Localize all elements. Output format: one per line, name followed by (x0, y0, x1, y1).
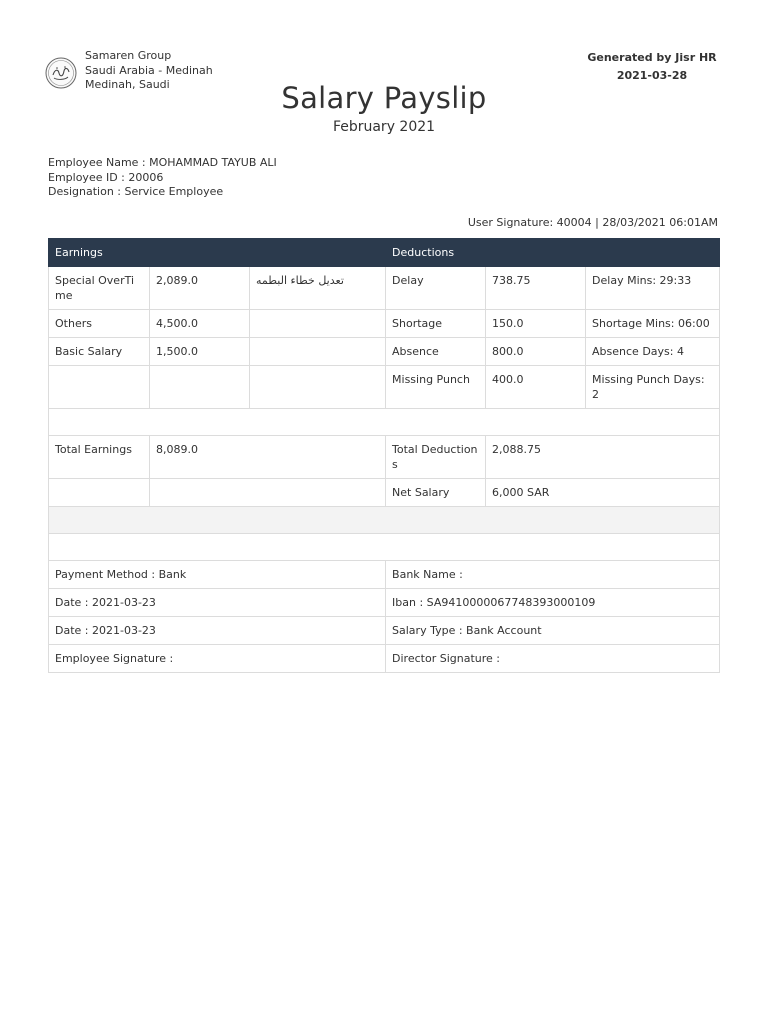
spacer-cell (49, 534, 720, 561)
totals-row (49, 436, 720, 479)
date-type-row (49, 617, 720, 645)
bank-name: Bank Name : (386, 561, 720, 589)
company-city: Medinah, Saudi (85, 78, 170, 91)
earning-label: Special OverTime (49, 267, 150, 310)
salary-date: Date : 2021-03-23 (49, 617, 386, 645)
earning-label: Others (49, 310, 150, 338)
iban: Iban : SA9410000067748393000109 (386, 589, 720, 617)
deduction-label: Shortage (386, 310, 486, 338)
payment-method: Payment Method : Bank (49, 561, 386, 589)
table-header-row (49, 239, 720, 267)
company-name: Samaren Group (85, 49, 172, 62)
spacer-cell (49, 507, 720, 534)
earning-note: تعديل خطاء البطمه (250, 267, 386, 310)
total-earnings-label: Total Earnings (49, 436, 150, 479)
employee-signature: Employee Signature : (49, 645, 386, 673)
deduction-label: Delay (386, 267, 486, 310)
signature-row (49, 645, 720, 673)
spacer-row (49, 409, 720, 436)
pay-period: February 2021 (332, 119, 436, 135)
earning-label (49, 366, 150, 409)
employee-details (48, 156, 277, 200)
earning-value (150, 366, 250, 409)
deduction-note: Missing Punch Days: 2 (586, 366, 720, 409)
empty-cell (49, 479, 150, 507)
employee-id: Employee ID : 20006 (48, 170, 164, 184)
earning-value: 2,089.0 (150, 267, 250, 310)
total-deductions-value: 2,088.75 (486, 436, 720, 479)
payslip-table (48, 238, 720, 673)
salary-type: Salary Type : Bank Account (386, 617, 720, 645)
earnings-header: Earnings (49, 239, 386, 267)
generated-date: 2021-03-28 (616, 69, 688, 82)
deduction-note: Delay Mins: 29:33 (586, 267, 720, 310)
total-earnings-value: 8,089.0 (150, 436, 386, 479)
earning-value: 4,500.0 (150, 310, 250, 338)
payment-row (49, 561, 720, 589)
director-signature: Director Signature : (386, 645, 720, 673)
page-title: Salary Payslip (281, 81, 487, 115)
table-row (49, 310, 720, 338)
employee-designation: Designation : Service Employee (48, 185, 224, 199)
earning-label: Basic Salary (49, 338, 150, 366)
deduction-label: Missing Punch (386, 366, 486, 409)
earning-note (250, 366, 386, 409)
deduction-value: 150.0 (486, 310, 586, 338)
deduction-note: Absence Days: 4 (586, 338, 720, 366)
total-deductions-label: Total Deductions (386, 436, 486, 479)
generated-by: Generated by Jisr HR (587, 51, 717, 64)
date-iban-row (49, 589, 720, 617)
table-row (49, 366, 720, 409)
earning-value: 1,500.0 (150, 338, 250, 366)
company-region: Saudi Arabia - Medinah (85, 63, 213, 77)
net-salary-row (49, 479, 720, 507)
table-row (49, 338, 720, 366)
earning-note (250, 310, 386, 338)
deduction-label: Absence (386, 338, 486, 366)
payment-date: Date : 2021-03-23 (49, 589, 386, 617)
spacer-row (49, 534, 720, 561)
spacer-cell (49, 409, 720, 436)
earning-note (250, 338, 386, 366)
deductions-header: Deductions (386, 239, 720, 267)
employee-name: Employee Name : MOHAMMAD TAYUB ALI (48, 156, 277, 169)
deduction-note: Shortage Mins: 06:00 (586, 310, 720, 338)
empty-cell (150, 479, 386, 507)
deduction-value: 800.0 (486, 338, 586, 366)
generated-info (572, 49, 732, 85)
user-signature: User Signature: 40004 | 28/03/2021 06:01AM (467, 216, 718, 229)
deduction-value: 738.75 (486, 267, 586, 310)
deduction-value: 400.0 (486, 366, 586, 409)
net-salary-value: 6,000 SAR (486, 479, 720, 507)
table-row (49, 267, 720, 310)
spacer-row (49, 507, 720, 534)
net-salary-label: Net Salary (386, 479, 486, 507)
